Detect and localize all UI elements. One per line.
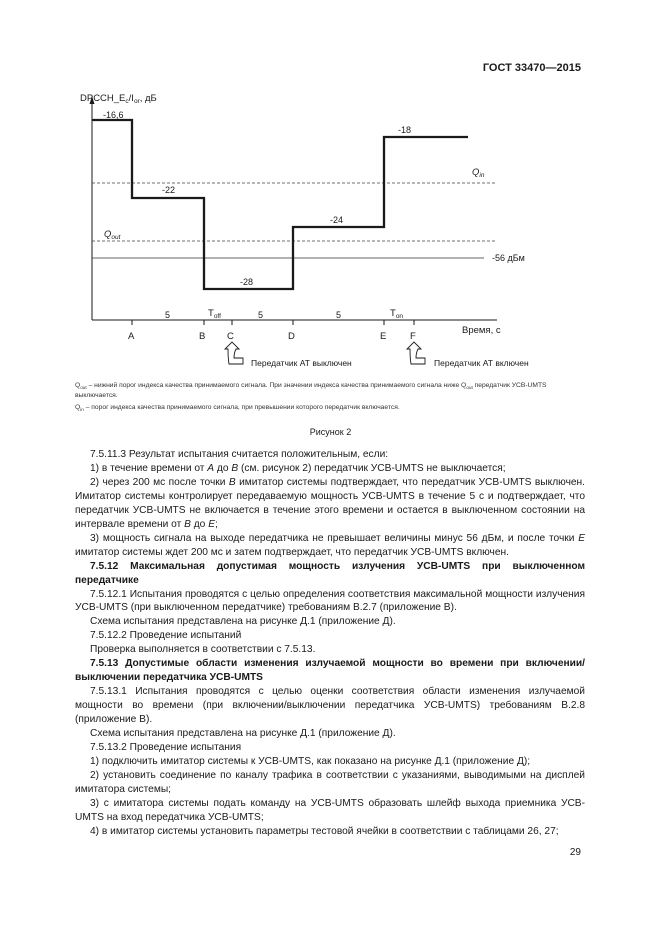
point-b-label: B — [199, 331, 206, 342]
para-result-1: 1) в течение времени от А до В (см. рисунок 2) передатчик УСВ-UMTS не выключается; — [90, 462, 506, 474]
tx-off-arrow-icon — [225, 342, 243, 364]
page-number: 29 — [569, 847, 581, 858]
heading-7-5-13: 7.5.13 Допустимые области изменения излучаемой мощности во времени при включении/выключении передатчика УСВ-UMTS — [75, 658, 585, 684]
x-axis-label: Время, с — [462, 325, 501, 336]
para-check: Проверка выполняется в соответствии с 7.5.13. — [90, 644, 316, 656]
t-on-label: $T_{on}$ — [390, 308, 404, 320]
step-3: 3) с имитатора системы подать команду на УСВ-UMTS образовать шлейф выхода приемника УСВ-UMTS на вход передатчика УСВ-UMTS; — [75, 797, 585, 823]
para-7-5-12-1: 7.5.12.1 Испытания проводятся с целью определения соответствия максимальной мощности излучения УСВ-UMTS (при выключенном передатчике) требованиям В.2.7 (приложение В). — [75, 588, 585, 614]
threshold-56-label: -56 дБм — [492, 253, 525, 263]
step-2: 2) установить соединение по каналу трафика в соответствии с указаниями, выводимыми на дисплей имитатора системы; — [75, 769, 585, 795]
page-header: ГОСТ 33470—2015 — [482, 62, 581, 74]
para-7-5-11-3: 7.5.11.3 Результат испытания считается положительным, если: — [90, 449, 389, 460]
para-7-5-12-2: 7.5.12.2 Проведение испытаний — [90, 630, 242, 642]
note-qout: $Q_{out}$ – нижний порог индекса качества принимаемого сигнала. При значении индекса качества принимаемого сигнала ниже $Q_{out}$ передатчик УСВ-UMTS выключается. — [75, 382, 547, 399]
q-in-label: $Q_{in}$ — [472, 167, 485, 179]
power-time-figure — [0, 0, 661, 380]
q-out-label: $Q_{out}$ — [104, 229, 121, 241]
duration-2-label: 5 — [258, 310, 264, 320]
point-a-label: A — [128, 331, 135, 342]
para-7-5-13-1: 7.5.13.1 Испытания проводятся с целью оценки соответствия области изменения излучаемой мощности во времени (при включении/выключении передатчика УСВ-UMTS) требованиям В.2.8 (приложение В). — [75, 686, 585, 726]
level-4-label: -18 — [398, 125, 412, 135]
y-axis-label: $DPCCH\_E_c/I_{or}$, дБ — [80, 93, 157, 105]
tx-on-arrow-icon — [407, 342, 425, 364]
level-3-label: -24 — [330, 215, 344, 225]
level-2-label: -28 — [240, 277, 254, 287]
tx-off-label: Передатчик АТ выключен — [251, 358, 352, 368]
point-d-label: D — [288, 331, 295, 342]
step-1: 1) подключить имитатор системы к УСВ-UMTS, как показано на рисунке Д.1 (приложение Д); — [90, 755, 531, 767]
duration-3-label: 5 — [336, 310, 342, 320]
figure-caption: Рисунок 2 — [309, 427, 352, 437]
para-scheme-1: Схема испытания представлена на рисунке Д.1 (приложение Д). — [90, 616, 396, 628]
level-1-label: -22 — [162, 185, 176, 195]
level-start-label: -16,6 — [103, 110, 124, 120]
point-e-label: E — [380, 331, 387, 342]
tx-on-label: Передатчик АТ включен — [434, 358, 529, 368]
para-scheme-2: Схема испытания представлена на рисунке Д.1 (приложение Д). — [90, 728, 396, 740]
heading-7-5-12: 7.5.12 Максимальная допустимая мощность излучения УСВ-UMTS при выключенном передатчике — [75, 560, 585, 586]
point-f-label: F — [410, 331, 416, 342]
point-c-label: C — [227, 331, 234, 342]
t-off-label: $T_{off}$ — [208, 308, 221, 320]
para-7-5-13-2: 7.5.13.2 Проведение испытания — [90, 742, 242, 754]
body-text — [75, 448, 585, 839]
step-4: 4) в имитатор системы установить параметры тестовой ячейки в соответствии с таблицами 26, 27; — [90, 825, 559, 837]
figure-notes — [75, 381, 585, 413]
para-result-2: 2) через 200 мс после точки В имитатор системы подтверждает, что передатчик УСВ-UMTS выключен. Имитатор системы контролирует передаваемую мощность УСВ-UMTS в течение 5 с и подтверждает, что передатчик УСВ-UMTS не включается в течение этого времени и остается в выключенном состоянии на интервале времени от В до Е; — [75, 476, 585, 530]
power-step-line — [92, 120, 468, 289]
para-result-3: 3) мощность сигнала на выходе передатчика не превышает величины минус 56 дБм, и после точки Е имитатор системы ждет 200 мс и затем подтверждает, что передатчик УСВ-UMTS включен. — [75, 532, 585, 558]
duration-1-label: 5 — [165, 310, 171, 320]
note-qin: $Q_{in}$ – порог индекса качества принимаемого сигнала, при превышении которого передатчик включается. — [75, 404, 400, 412]
